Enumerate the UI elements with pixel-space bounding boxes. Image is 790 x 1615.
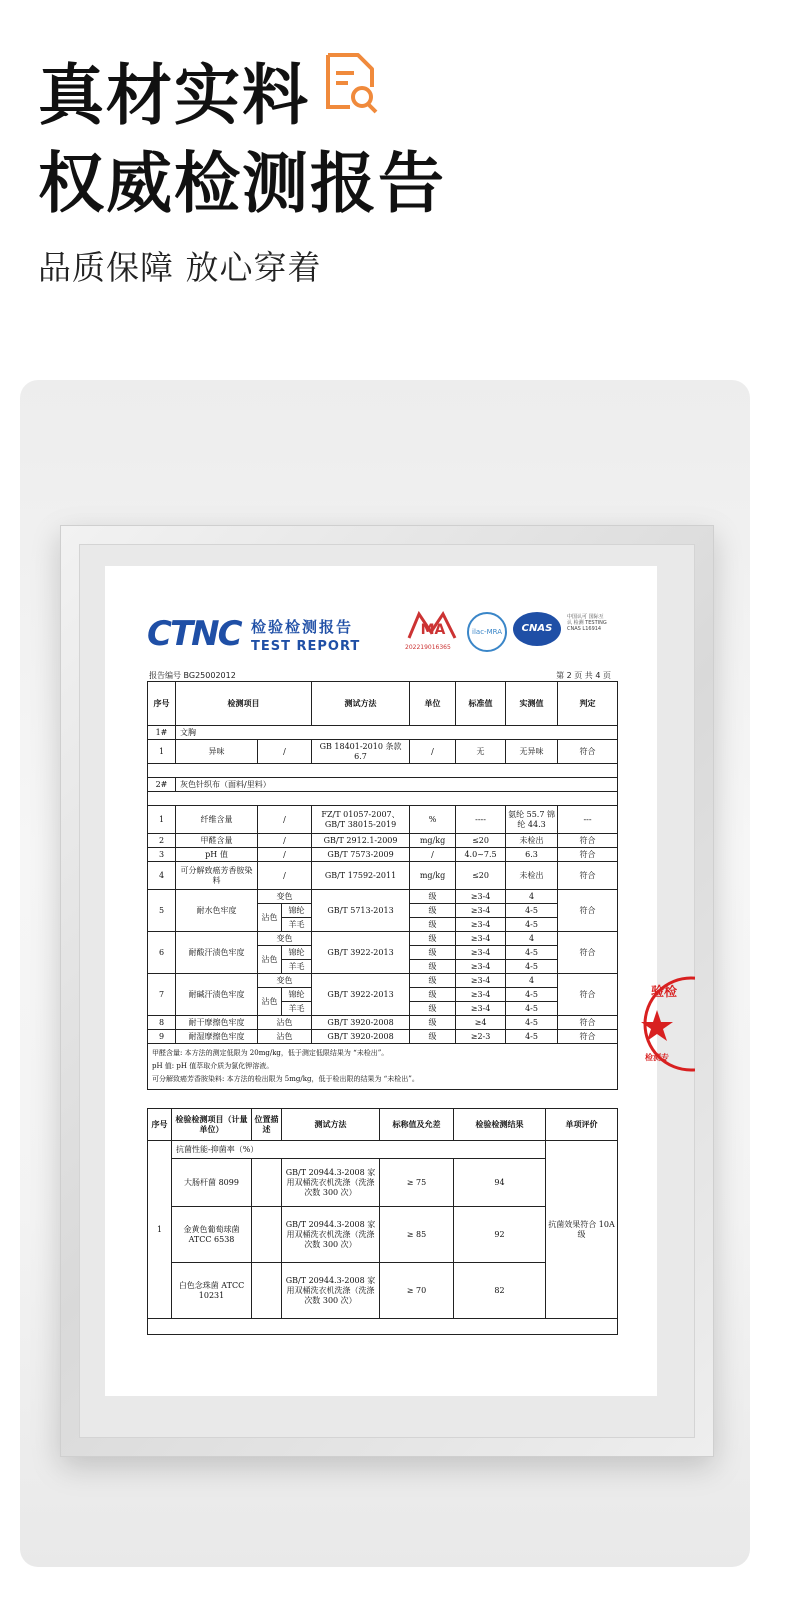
col-header: 测试方法 <box>312 682 410 726</box>
note: 可分解致癌芳香胺染料: 本方法的检出限为 5mg/kg，低于检出限的结果为 “未检出”。 <box>152 1075 419 1083</box>
col-header: 实测值 <box>506 682 558 726</box>
col-header: 位置描述 <box>252 1109 282 1141</box>
report-search-icon <box>320 49 380 137</box>
subheadline: 品质保障 放心穿着 <box>38 248 322 287</box>
col-header: 标准值 <box>456 682 506 726</box>
table-row: 羊毛 级 ≥3-4 4-5 <box>148 1002 618 1016</box>
evaluation: 抗菌效果符合 10A 级 <box>546 1141 618 1319</box>
cnas-mark: CNAS <box>513 612 561 646</box>
col-header: 检验检测结果 <box>454 1109 546 1141</box>
table-row: 7 耐碱汗渍色牢度 变色 GB/T 3922-2013 级 ≥3-4 4 符合 <box>148 974 618 988</box>
table-row: 1 异味 / GB 18401-2010 条款 6.7 / 无 无异味 符合 <box>148 740 618 764</box>
col-header: 序号 <box>148 682 176 726</box>
table-row: 沾色 锦纶 级 ≥3-4 4-5 <box>148 904 618 918</box>
table-row: 羊毛 级 ≥3-4 4-5 <box>148 918 618 932</box>
cma-number: 202219016365 <box>405 644 451 651</box>
note: 甲醛含量: 本方法的测定低限为 20mg/kg，低于测定低限结果为 “未检出”。 <box>152 1049 389 1057</box>
cma-mark <box>405 610 461 650</box>
ilac-mra-mark: ilac-MRA <box>467 612 507 652</box>
picture-frame <box>60 525 714 1457</box>
group-row: 2# 灰色针织布（面料/里料） <box>148 778 618 792</box>
cnas-note: 中国认可 国际互认 检测 TESTING CNAS L16914 <box>567 614 607 632</box>
svg-text:验检: 验检 <box>651 985 678 1000</box>
header <box>38 52 446 289</box>
headline-1: 真材实料 <box>38 57 310 134</box>
table-row: 白色念珠菌 ATCC 10231 GB/T 20944.3-2008 家用双桶洗衣机洗涤（洗涤次数 300 次） ≥ 70 82 <box>148 1263 618 1319</box>
col-header: 序号 <box>148 1109 172 1141</box>
logo-en: TEST REPORT <box>251 639 361 654</box>
test-results-table <box>147 681 618 1090</box>
red-seal-stamp <box>635 974 695 1074</box>
table-row: 3 pH 值 / GB/T 7573-2009 / 4.0~7.5 6.3 符合 <box>148 848 618 862</box>
table-row: 2 甲醛含量 / GB/T 2912.1-2009 mg/kg ≤20 未检出 符合 <box>148 834 618 848</box>
certification-marks <box>405 610 635 654</box>
group-row: 1# 文胸 <box>148 726 618 740</box>
table-row: 金黄色葡萄球菌 ATCC 6538 GB/T 20944.3-2008 家用双桶洗衣机洗涤（洗涤次数 300 次） ≥ 85 92 <box>148 1207 618 1263</box>
note: pH 值: pH 值萃取介质为氯化钾溶液。 <box>152 1062 274 1070</box>
logo-cn: 检验检测报告 <box>251 618 354 636</box>
table-row: 沾色 锦纶 级 ≥3-4 4-5 <box>148 946 618 960</box>
col-header: 标称值及允差 <box>380 1109 454 1141</box>
table-row: 9 耐湿摩擦色牢度 沾色 GB/T 3920-2008 级 ≥2-3 4-5 符合 <box>148 1030 618 1044</box>
col-header: 判定 <box>558 682 618 726</box>
col-header: 单项评价 <box>546 1109 618 1141</box>
col-header: 测试方法 <box>282 1109 380 1141</box>
table-row: 1 纤维含量 / FZ/T 01057-2007、GB/T 38015-2019 % ---- 氨纶 55.7 锦纶 44.3 --- <box>148 806 618 834</box>
col-header: 检测项目 <box>176 682 312 726</box>
table-row: 5 耐水色牢度 变色 GB/T 5713-2013 级 ≥3-4 4 符合 <box>148 890 618 904</box>
notes-row <box>148 1044 618 1090</box>
svg-text:MA: MA <box>420 622 446 638</box>
table-row: 沾色 锦纶 级 ≥3-4 4-5 <box>148 988 618 1002</box>
svg-text:检测专: 检测专 <box>645 1053 669 1062</box>
table-row: 大肠杆菌 8099 GB/T 20944.3-2008 家用双桶洗衣机洗涤（洗涤次数 300 次） ≥ 75 94 <box>148 1159 618 1207</box>
table-row: 8 耐干摩擦色牢度 沾色 GB/T 3920-2008 级 ≥4 4-5 符合 <box>148 1016 618 1030</box>
col-header: 单位 <box>410 682 456 726</box>
headline-2: 权威检测报告 <box>38 145 446 222</box>
report-number: 报告编号 BG25002012 <box>149 671 236 680</box>
antibacterial-table: 序号 检验检测项目（计量单位） 位置描述 测试方法 标称值及允差 检验检测结果 单项评价 1 抗菌性能-抑菌率（%） 抗菌效果符合 10A 级 大肠杆菌 8099 GB/T 20944.3-2008 家用双桶洗衣机洗涤（洗涤次数 300 次） ≥ 75 94 金黄色葡萄球菌 ATCC 6538 GB/T 20944.3-2008 家用双桶洗衣机洗涤（洗涤次数 300 次） ≥ 85 92 白色念珠菌 ATCC 10231 GB/T 20944.3-2008 家用双桶洗衣机洗涤（洗涤次数 300 次） ≥ 70 82 <box>147 1108 618 1335</box>
ctnc-logo: CTNC 检验检测报告 TEST REPORT <box>147 614 361 654</box>
table-row: 6 耐酸汗渍色牢度 变色 GB/T 3922-2013 级 ≥3-4 4 符合 <box>148 932 618 946</box>
group-label: 抗菌性能-抑菌率（%） <box>172 1141 546 1159</box>
table-row: 4 可分解致癌芳香胺染料 / GB/T 17592-2011 mg/kg ≤20 未检出 符合 <box>148 862 618 890</box>
page-indicator: 第 2 页 共 4 页 <box>556 671 611 680</box>
table-row: 羊毛 级 ≥3-4 4-5 <box>148 960 618 974</box>
col-header: 检验检测项目（计量单位） <box>172 1109 252 1141</box>
test-report-document <box>105 566 657 1396</box>
